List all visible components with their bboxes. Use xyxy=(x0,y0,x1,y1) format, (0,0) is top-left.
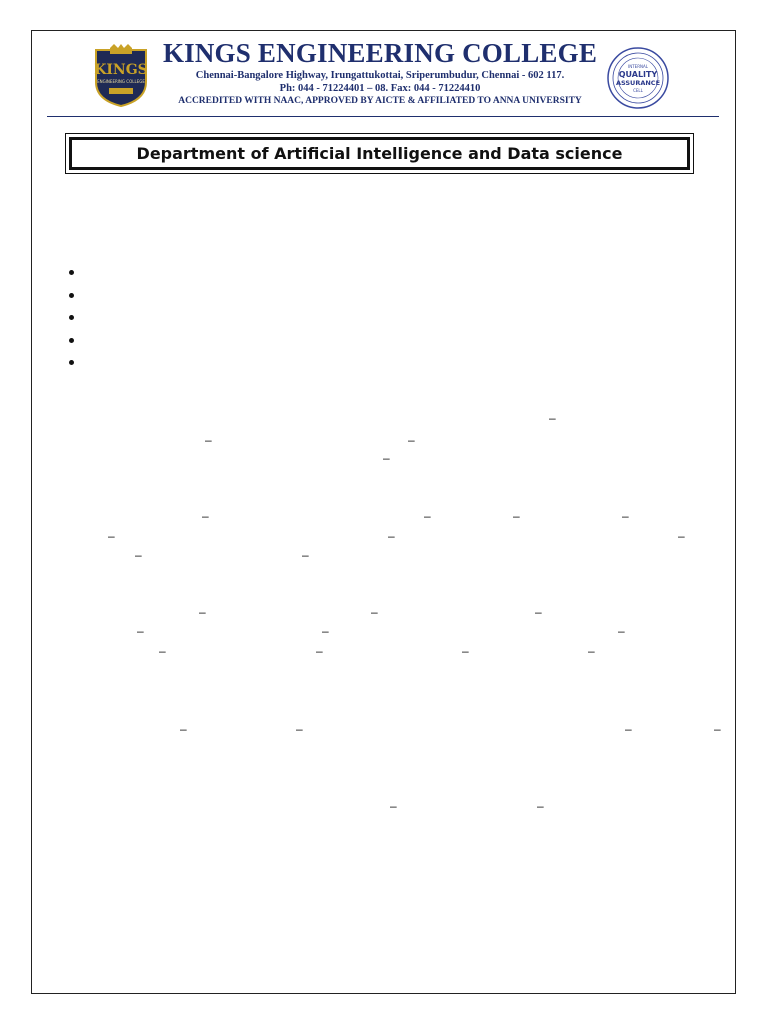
seal-line2: ASSURANCE xyxy=(615,79,661,87)
dash-mark: – xyxy=(199,605,206,619)
department-title: Department of Artificial Intelligence and Data science xyxy=(69,137,690,170)
dash-mark: – xyxy=(322,624,329,638)
dash-mark: – xyxy=(371,605,378,619)
dash-mark: – xyxy=(137,624,144,638)
dash-mark: – xyxy=(622,509,629,523)
dash-mark: – xyxy=(390,799,397,813)
dash-mark: – xyxy=(408,433,415,447)
bullet-list xyxy=(67,262,77,375)
college-name: KINGS ENGINEERING COLLEGE xyxy=(162,38,598,68)
dash-mark: – xyxy=(205,433,212,447)
seal-line1: QUALITY xyxy=(618,70,658,79)
dash-mark: – xyxy=(135,548,142,562)
list-item xyxy=(67,330,77,353)
dash-mark: – xyxy=(537,799,544,813)
dash-mark: – xyxy=(535,605,542,619)
dash-mark: – xyxy=(625,722,632,736)
dash-mark: – xyxy=(202,509,209,523)
dash-mark: – xyxy=(462,644,469,658)
department-title-box xyxy=(65,133,694,174)
dash-mark: – xyxy=(424,509,431,523)
dash-mark: – xyxy=(714,722,721,736)
logo-subtext: ENGINEERING COLLEGE xyxy=(97,79,145,84)
dash-mark: – xyxy=(588,644,595,658)
dash-mark: – xyxy=(296,722,303,736)
list-item xyxy=(67,352,77,375)
list-item xyxy=(67,262,77,285)
dash-mark: – xyxy=(513,509,520,523)
seal-top-text: INTERNAL xyxy=(628,64,648,69)
dash-mark: – xyxy=(618,624,625,638)
seal-bottom-text: CELL xyxy=(633,88,643,93)
header-rule xyxy=(47,116,719,117)
address-line: Chennai-Bangalore Highway, Irungattukottai, Sriperumbudur, Chennai - 602 117. xyxy=(195,70,565,81)
college-logo xyxy=(92,44,150,108)
dash-mark: – xyxy=(302,548,309,562)
dash-mark: – xyxy=(388,529,395,543)
list-item xyxy=(67,285,77,308)
dash-mark: – xyxy=(549,411,556,425)
dash-mark: – xyxy=(180,722,187,736)
page-border xyxy=(31,30,736,994)
dash-mark: – xyxy=(159,644,166,658)
dash-mark: – xyxy=(316,644,323,658)
dash-mark: – xyxy=(108,529,115,543)
list-item xyxy=(67,307,77,330)
dash-mark: – xyxy=(383,451,390,465)
accreditation-line: ACCREDITED WITH NAAC, APPROVED BY AICTE & AFFILIATED TO ANNA UNIVERSITY xyxy=(178,96,582,106)
dash-mark: – xyxy=(678,529,685,543)
quality-assurance-seal xyxy=(606,46,670,110)
logo-text: KINGS xyxy=(94,62,148,78)
phone-line: Ph: 044 - 71224401 – 08. Fax: 044 - 71224410 xyxy=(279,83,481,94)
